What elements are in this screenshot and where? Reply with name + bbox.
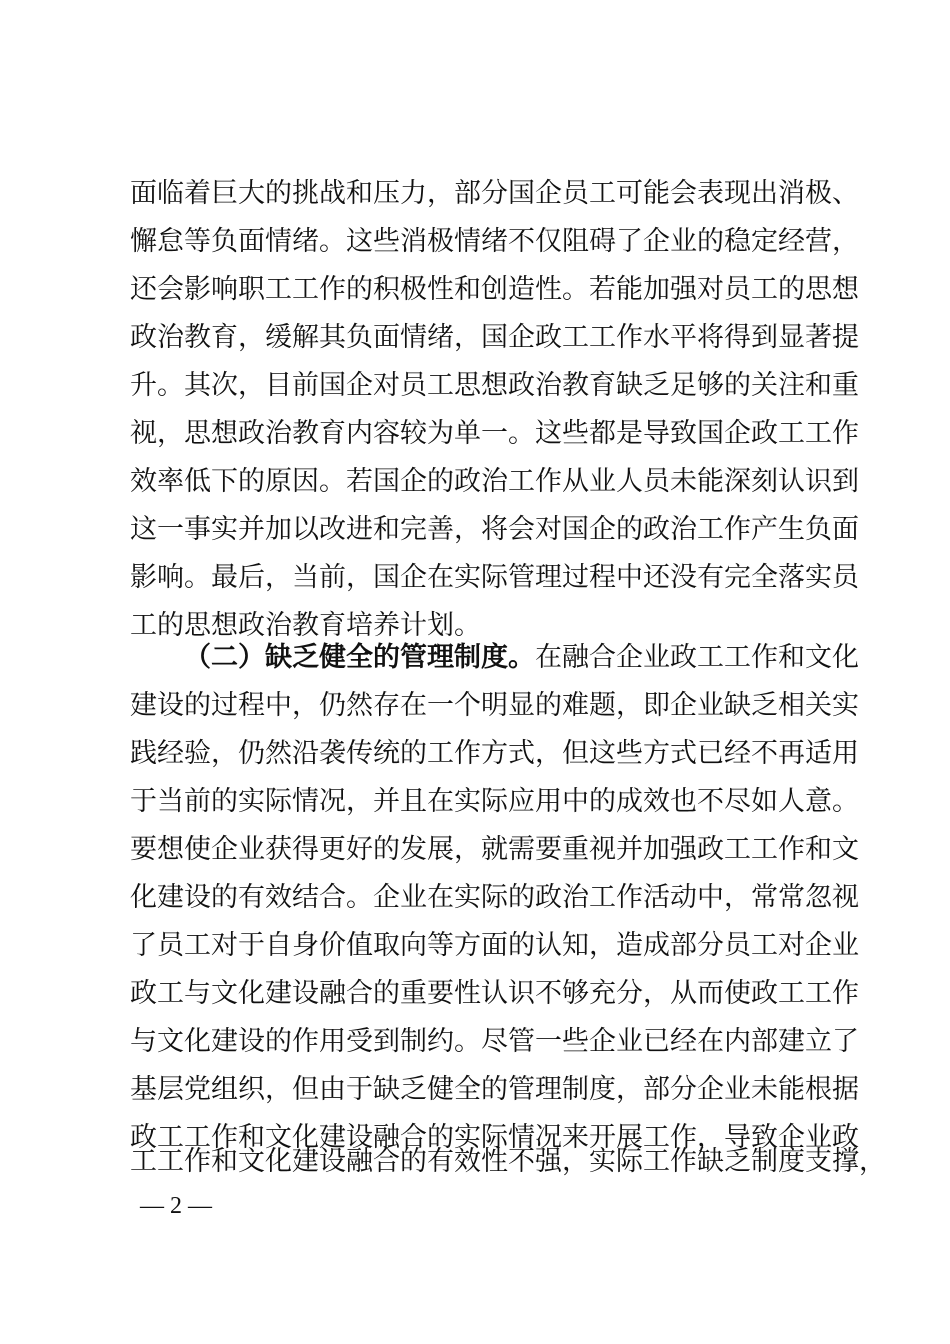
text-line: 了员工对于自身价值取向等方面的认知，造成部分员工对企业	[130, 930, 859, 961]
text-line: 与文化建设的作用受到制约。尽管一些企业已经在内部建立了	[130, 1026, 859, 1057]
text-line: 于当前的实际情况，并且在实际应用中的成效也不尽如人意。	[130, 786, 859, 817]
text-line: 建设的过程中，仍然存在一个明显的难题，即企业缺乏相关实	[130, 690, 859, 721]
page-number: — 2 —	[140, 1193, 212, 1219]
text-line: 这一事实并加以改进和完善，将会对国企的政治工作产生负面	[130, 514, 859, 545]
text-line: 政工工作和文化建设融合的实际情况来开展工作，导致企业政	[130, 1122, 859, 1153]
section-heading: （二）缺乏健全的管理制度。	[184, 642, 535, 673]
text-line: 还会影响职工工作的积极性和创造性。若能加强对员工的思想	[130, 274, 859, 305]
text-line: 升。其次，目前国企对员工思想政治教育缺乏足够的关注和重	[130, 370, 859, 401]
text-line: 效率低下的原因。若国企的政治工作从业人员未能深刻认识到	[130, 466, 859, 497]
text-line: 面临着巨大的挑战和压力，部分国企员工可能会表现出消极、	[130, 178, 859, 209]
text-line: 政工与文化建设融合的重要性认识不够充分，从而使政工工作	[130, 978, 859, 1009]
text-line: 基层党组织，但由于缺乏健全的管理制度，部分企业未能根据	[130, 1074, 859, 1105]
text-line: 化建设的有效结合。企业在实际的政治工作活动中，常常忽视	[130, 882, 859, 913]
text-line: 影响。最后，当前，国企在实际管理过程中还没有完全落实员	[130, 562, 859, 593]
text-line: 工的思想政治教育培养计划。	[130, 610, 481, 641]
text-line: 政治教育，缓解其负面情绪，国企政工工作水平将得到显著提	[130, 322, 859, 353]
text-line: 工工作和文化建设融合的有效性不强，实际工作缺乏制度支撑，	[130, 1146, 886, 1177]
text-fragment: 在融合企业政工工作和文化	[535, 642, 859, 673]
text-line: 要想使企业获得更好的发展，就需要重视并加强政工工作和文	[130, 834, 859, 865]
text-line: 视，思想政治教育内容较为单一。这些都是导致国企政工工作	[130, 418, 859, 449]
text-line: 懈怠等负面情绪。这些消极情绪不仅阻碍了企业的稳定经营，	[130, 226, 859, 257]
text-line: 践经验，仍然沿袭传统的工作方式，但这些方式已经不再适用	[130, 738, 859, 769]
section-heading-line	[184, 634, 859, 682]
